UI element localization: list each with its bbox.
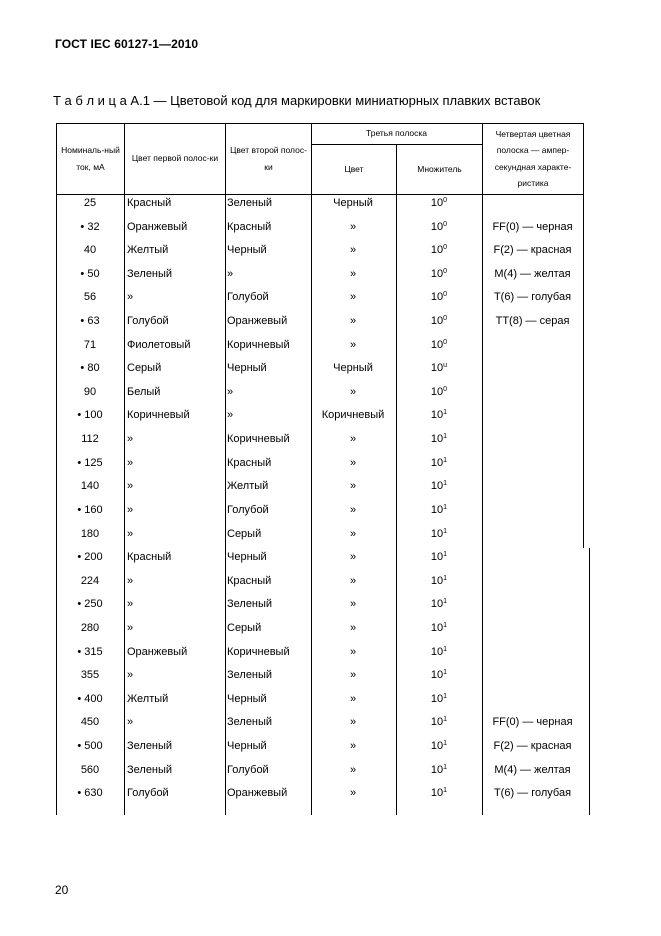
multiplier-exponent: 0 bbox=[443, 315, 448, 323]
cell-first-band: » bbox=[127, 716, 134, 729]
cell-third-color: » bbox=[349, 621, 357, 634]
cell-multiplier bbox=[396, 480, 482, 492]
cell-first-band: Голубой bbox=[127, 787, 169, 800]
multiplier-exponent: 1 bbox=[443, 409, 448, 417]
cell-first-band: » bbox=[127, 503, 134, 516]
table-row bbox=[56, 430, 583, 454]
multiplier-exponent: 1 bbox=[443, 740, 448, 748]
multiplier-base: 10 bbox=[430, 362, 444, 375]
multiplier-base: 10 bbox=[430, 551, 444, 564]
cell-second-band: Голубой bbox=[227, 503, 269, 516]
multiplier-exponent: 1 bbox=[443, 716, 448, 724]
multiplier-base: 10 bbox=[430, 763, 444, 776]
cell-current: • 80 bbox=[80, 362, 100, 375]
cell-second-band: Красный bbox=[227, 574, 272, 587]
multiplier-base: 10 bbox=[430, 315, 444, 328]
cell-second-band: Голубой bbox=[227, 763, 269, 776]
cell-current: 112 bbox=[81, 433, 99, 446]
cell-current: 560 bbox=[80, 763, 100, 776]
table-row bbox=[56, 501, 583, 525]
cell-first-band: Голубой bbox=[127, 315, 169, 328]
header-second-band: Цвет второй полос-ки bbox=[230, 145, 307, 172]
cell-third-color: » bbox=[349, 433, 357, 446]
cell-current: 25 bbox=[83, 197, 97, 209]
cell-second-band: Коричневый bbox=[227, 433, 290, 446]
cell-third-color: » bbox=[349, 787, 357, 800]
cell-multiplier bbox=[396, 291, 482, 303]
cell-third-color: » bbox=[349, 338, 357, 351]
multiplier-base: 10 bbox=[430, 220, 444, 233]
multiplier-exponent: 1 bbox=[443, 692, 448, 700]
table-row bbox=[56, 406, 583, 430]
multiplier-exponent: u bbox=[443, 362, 448, 370]
multiplier-exponent: 0 bbox=[443, 244, 448, 252]
multiplier-exponent: 1 bbox=[443, 551, 448, 559]
cell-fourth-band: FF(0) — черная bbox=[492, 220, 573, 233]
multiplier-exponent: 1 bbox=[443, 645, 448, 653]
cell-second-band: » bbox=[227, 385, 234, 398]
table-body bbox=[56, 194, 583, 808]
cell-third-color: » bbox=[349, 456, 357, 469]
cell-first-band: Желтый bbox=[127, 692, 169, 705]
cell-first-band: Белый bbox=[127, 385, 161, 398]
cell-multiplier bbox=[396, 339, 482, 351]
multiplier-exponent: 1 bbox=[443, 621, 448, 629]
cell-second-band: Черный bbox=[227, 692, 267, 705]
cell-first-band: » bbox=[127, 669, 134, 682]
cell-current: 71 bbox=[83, 338, 97, 351]
multiplier-base: 10 bbox=[430, 433, 444, 446]
cell-multiplier bbox=[396, 693, 482, 705]
multiplier-base: 10 bbox=[430, 338, 444, 351]
cell-current: 90 bbox=[83, 385, 97, 398]
cell-third-color: » bbox=[349, 763, 357, 776]
cell-second-band: Желтый bbox=[227, 480, 269, 493]
cell-fourth-band: F(2) — красная bbox=[493, 244, 572, 257]
multiplier-exponent: 1 bbox=[443, 527, 448, 535]
multiplier-base: 10 bbox=[430, 692, 444, 705]
cell-current: • 50 bbox=[80, 267, 100, 280]
cell-fourth-band: FF(0) — черная bbox=[492, 716, 573, 729]
multiplier-exponent: 1 bbox=[443, 574, 448, 582]
document-header: ГОСТ IEC 60127-1—2010 bbox=[55, 37, 199, 51]
cell-multiplier bbox=[396, 740, 482, 752]
cell-multiplier bbox=[396, 221, 482, 233]
multiplier-exponent: 0 bbox=[443, 291, 448, 299]
cell-third-color: » bbox=[349, 385, 357, 398]
cell-multiplier bbox=[396, 551, 482, 563]
multiplier-exponent: 0 bbox=[443, 338, 448, 346]
cell-fourth-band: T(6) — голубая bbox=[493, 787, 572, 800]
cell-multiplier bbox=[396, 622, 482, 634]
cell-third-color: » bbox=[349, 645, 357, 658]
cell-third-color: » bbox=[349, 291, 357, 304]
cell-third-color: » bbox=[349, 598, 357, 611]
cell-first-band: Зеленый bbox=[127, 740, 173, 753]
cell-current: • 100 bbox=[77, 409, 103, 422]
cell-first-band: » bbox=[127, 456, 134, 469]
cell-second-band: Зеленый bbox=[227, 716, 273, 729]
cell-current: • 630 bbox=[77, 787, 103, 800]
table-border-right-lower bbox=[589, 548, 590, 815]
cell-third-color: » bbox=[349, 527, 357, 540]
cell-first-band: Фиолетовый bbox=[127, 338, 191, 351]
cell-current: • 160 bbox=[77, 503, 103, 516]
multiplier-base: 10 bbox=[430, 197, 444, 209]
cell-second-band: Серый bbox=[227, 527, 262, 540]
cell-current: • 32 bbox=[80, 220, 100, 233]
cell-second-band: Оранжевый bbox=[227, 787, 288, 800]
cell-third-color: » bbox=[349, 267, 357, 280]
table-row bbox=[56, 666, 583, 690]
multiplier-base: 10 bbox=[430, 669, 444, 682]
cell-current: • 200 bbox=[77, 551, 103, 564]
cell-current: • 315 bbox=[77, 645, 103, 658]
cell-first-band: » bbox=[127, 621, 134, 634]
cell-second-band: Оранжевый bbox=[227, 315, 288, 328]
cell-third-color: Коричневый bbox=[321, 409, 385, 422]
cell-multiplier bbox=[396, 669, 482, 681]
cell-multiplier bbox=[396, 457, 482, 469]
cell-third-color: Черный bbox=[333, 362, 373, 375]
multiplier-base: 10 bbox=[430, 716, 444, 729]
multiplier-exponent: 1 bbox=[443, 669, 448, 677]
cell-first-band: » bbox=[127, 574, 134, 587]
cell-current: • 250 bbox=[77, 598, 103, 611]
table-row bbox=[56, 194, 583, 218]
cell-third-color: » bbox=[349, 220, 357, 233]
multiplier-base: 10 bbox=[430, 244, 444, 257]
multiplier-base: 10 bbox=[430, 645, 444, 658]
cell-second-band: » bbox=[227, 409, 234, 422]
cell-first-band: » bbox=[127, 291, 134, 304]
table-row bbox=[56, 784, 583, 808]
cell-current: • 400 bbox=[77, 692, 103, 705]
multiplier-base: 10 bbox=[430, 480, 444, 493]
cell-multiplier bbox=[396, 528, 482, 540]
cell-fourth-band: M(4) — желтая bbox=[494, 267, 571, 280]
cell-multiplier bbox=[396, 787, 482, 799]
table-row bbox=[56, 525, 583, 549]
table-row bbox=[56, 336, 583, 360]
table-row bbox=[56, 761, 583, 785]
cell-multiplier bbox=[396, 764, 482, 776]
cell-first-band: Коричневый bbox=[127, 409, 190, 422]
table-row bbox=[56, 383, 583, 407]
cell-first-band: Красный bbox=[127, 551, 172, 564]
multiplier-exponent: 1 bbox=[443, 598, 448, 606]
cell-multiplier bbox=[396, 504, 482, 516]
cell-third-color: » bbox=[349, 669, 357, 682]
cell-third-color: » bbox=[349, 244, 357, 257]
cell-third-color: » bbox=[349, 315, 357, 328]
cell-first-band: Зеленый bbox=[127, 267, 173, 280]
table-row bbox=[56, 619, 583, 643]
cell-first-band: » bbox=[127, 480, 134, 493]
cell-second-band: Красный bbox=[227, 220, 272, 233]
table-row bbox=[56, 241, 583, 265]
cell-multiplier bbox=[396, 386, 482, 398]
multiplier-base: 10 bbox=[430, 291, 444, 304]
table-row bbox=[56, 713, 583, 737]
cell-current: 40 bbox=[83, 244, 97, 257]
multiplier-exponent: 0 bbox=[443, 197, 448, 204]
cell-first-band: Желтый bbox=[127, 244, 169, 257]
cell-fourth-band: TT(8) — серая bbox=[495, 315, 570, 328]
cell-second-band: Зеленый bbox=[227, 669, 273, 682]
table-row bbox=[56, 218, 583, 242]
cell-third-color: » bbox=[349, 551, 357, 564]
cell-current: 224 bbox=[80, 574, 100, 587]
cell-multiplier bbox=[396, 197, 482, 209]
multiplier-base: 10 bbox=[430, 385, 444, 398]
cell-fourth-band: T(6) — голубая bbox=[493, 291, 572, 304]
table-row bbox=[56, 572, 583, 596]
cell-current: • 63 bbox=[80, 315, 100, 328]
cell-current: • 500 bbox=[77, 740, 103, 753]
cell-current: 355 bbox=[80, 669, 100, 682]
table-row bbox=[56, 477, 583, 501]
cell-first-band: Красный bbox=[127, 197, 172, 209]
cell-second-band: Коричневый bbox=[227, 645, 290, 658]
multiplier-base: 10 bbox=[430, 787, 444, 800]
cell-current: 450 bbox=[80, 716, 100, 729]
table-row bbox=[56, 288, 583, 312]
table-row bbox=[56, 548, 583, 572]
cell-second-band: Красный bbox=[227, 456, 272, 469]
cell-first-band: Оранжевый bbox=[127, 220, 188, 233]
multiplier-exponent: 1 bbox=[443, 503, 448, 511]
multiplier-base: 10 bbox=[430, 527, 444, 540]
cell-first-band: Оранжевый bbox=[127, 645, 188, 658]
cell-second-band: Зеленый bbox=[227, 197, 273, 209]
cell-multiplier bbox=[396, 409, 482, 421]
cell-third-color: » bbox=[349, 503, 357, 516]
cell-multiplier bbox=[396, 716, 482, 728]
header-fourth-band: Четвертая цветная полоска — ампер-секундная характе-ристика bbox=[494, 129, 572, 188]
cell-second-band: » bbox=[227, 267, 234, 280]
cell-third-color: » bbox=[349, 716, 357, 729]
cell-second-band: Черный bbox=[227, 551, 267, 564]
cell-current: 140 bbox=[80, 480, 100, 493]
table-caption: Т а б л и ц а А.1 — Цветовой код для маркировки миниатюрных плавких вставок bbox=[53, 93, 541, 108]
multiplier-base: 10 bbox=[430, 456, 444, 469]
table-row bbox=[56, 359, 583, 383]
multiplier-base: 10 bbox=[430, 267, 444, 280]
cell-multiplier bbox=[396, 244, 482, 256]
cell-third-color: Черный bbox=[333, 197, 373, 209]
cell-current: 56 bbox=[83, 291, 97, 304]
table-header bbox=[56, 123, 583, 195]
cell-first-band: Зеленый bbox=[127, 763, 173, 776]
table-row bbox=[56, 265, 583, 289]
multiplier-exponent: 1 bbox=[443, 480, 448, 488]
cell-third-color: » bbox=[349, 740, 357, 753]
cell-multiplier bbox=[396, 362, 482, 374]
cell-first-band: » bbox=[127, 598, 134, 611]
multiplier-exponent: 1 bbox=[443, 456, 448, 464]
header-third-multiplier: Множитель bbox=[417, 164, 462, 175]
table-row bbox=[56, 737, 583, 761]
cell-fourth-band: F(2) — красная bbox=[493, 740, 572, 753]
cell-first-band: » bbox=[127, 527, 134, 540]
multiplier-base: 10 bbox=[430, 409, 444, 422]
table-row bbox=[56, 595, 583, 619]
cell-second-band: Голубой bbox=[227, 291, 269, 304]
cell-third-color: » bbox=[349, 480, 357, 493]
cell-first-band: Серый bbox=[127, 362, 162, 375]
header-current: Номиналь-ный ток, мА bbox=[61, 145, 120, 172]
cell-multiplier bbox=[396, 315, 482, 327]
multiplier-exponent: 1 bbox=[443, 763, 448, 771]
cell-multiplier bbox=[396, 433, 482, 445]
cell-multiplier bbox=[396, 575, 482, 587]
multiplier-exponent: 1 bbox=[443, 787, 448, 795]
cell-multiplier bbox=[396, 598, 482, 610]
cell-second-band: Черный bbox=[227, 740, 267, 753]
table-row bbox=[56, 454, 583, 478]
multiplier-exponent: 1 bbox=[443, 433, 448, 441]
table-row bbox=[56, 643, 583, 667]
cell-multiplier bbox=[396, 646, 482, 658]
table-border-right bbox=[583, 194, 584, 548]
cell-fourth-band: M(4) — желтая bbox=[494, 763, 571, 776]
multiplier-exponent: 0 bbox=[443, 267, 448, 275]
cell-second-band: Серый bbox=[227, 621, 262, 634]
cell-second-band: Черный bbox=[227, 244, 267, 257]
header-third-color: Цвет bbox=[344, 164, 364, 175]
multiplier-exponent: 0 bbox=[443, 220, 448, 228]
cell-third-color: » bbox=[349, 574, 357, 587]
cell-third-color: » bbox=[349, 692, 357, 705]
cell-current: • 125 bbox=[77, 456, 103, 469]
table-row bbox=[56, 312, 583, 336]
multiplier-base: 10 bbox=[430, 740, 444, 753]
multiplier-base: 10 bbox=[430, 503, 444, 516]
cell-second-band: Черный bbox=[227, 362, 267, 375]
page-number: 20 bbox=[55, 883, 69, 897]
multiplier-base: 10 bbox=[430, 621, 444, 634]
multiplier-exponent: 0 bbox=[443, 385, 448, 393]
cell-first-band: » bbox=[127, 433, 134, 446]
table-row bbox=[56, 690, 583, 714]
header-first-band: Цвет первой полос-ки bbox=[131, 153, 219, 164]
multiplier-base: 10 bbox=[430, 574, 444, 587]
header-third-band: Третья полоска bbox=[366, 128, 427, 139]
cell-current: 180 bbox=[80, 527, 100, 540]
multiplier-base: 10 bbox=[430, 598, 444, 611]
cell-second-band: Зеленый bbox=[227, 598, 273, 611]
cell-multiplier bbox=[396, 268, 482, 280]
cell-second-band: Коричневый bbox=[227, 338, 290, 351]
cell-current: 280 bbox=[80, 621, 100, 634]
